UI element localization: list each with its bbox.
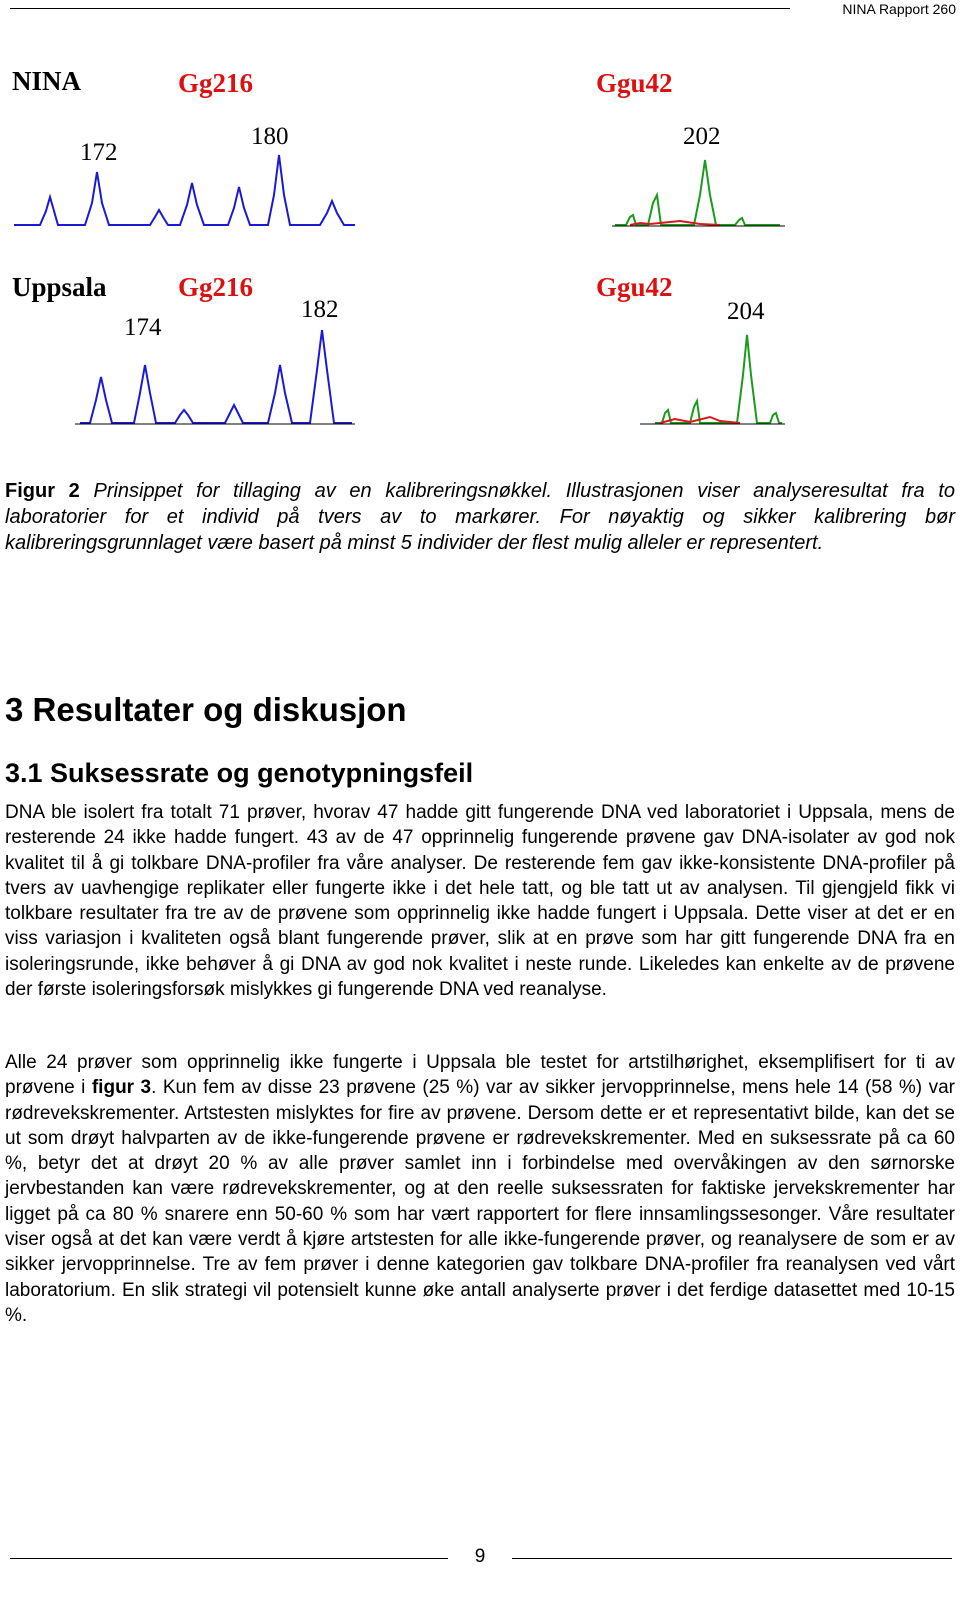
paragraph-text: . Kun fem av disse 23 prøvene (25 %) var av sikker jervopprinnelse, mens hele 14 (58 %) var rødrevekskrementer. Artstesten mislyktes for fire av prøvene. Dersom dette er et representativt bilde, kan det se ut som drøyt halvparten av de ikke-fungerende prøvene er rødrevekskrementer. Med en suksessrate på ca 60 %, betyr det at drøyt 20 % av alle prøver samlet inn i forbindelse med overvåkingen av den sørnorske jervbestanden kan være rødrevekskrementer, og at den reelle suksessraten for faktiske jervekskrementer har ligget på ca 80 % snarere enn 50-60 % som har vært rapportert for flere innsamlingssesonger. Våre resultater viser også at det kan være verdt å kjøre artstesten for alle ikke-fungerende prøver, og reanalysere de som er av sikker jervopprinnelse. Tre av fem prøver i denne kategorien gav tolkbare DNA-profiler fra reanalysen ved vårt laboratorium. En slik strategi vil potensielt kunne øke antall analyserte prøver i det ferdige datasettet med 10-15 %.: [5, 1077, 955, 1326]
uppsala-gg216-trace: [75, 330, 355, 424]
lab-label-nina: NINA: [12, 66, 82, 96]
calibration-figure: [0, 55, 960, 455]
allele-label: 182: [301, 296, 339, 323]
allele-label: 202: [683, 123, 721, 150]
header-rule: [10, 8, 790, 9]
caption-label: Figur 2: [5, 480, 80, 502]
footer-rule: [512, 1558, 952, 1559]
figure-caption: [5, 478, 955, 556]
figure-reference: figur 3: [91, 1077, 152, 1099]
marker-label-ggu42: Ggu42: [596, 272, 673, 302]
allele-label: 172: [80, 139, 118, 166]
paragraph-text: Alle 24 prøver som opprinnelig ikke fungerte i Uppsala ble testet for artstilhørighet, eksemplifisert for ti av prøvene i: [5, 1052, 955, 1099]
caption-text: Prinsippet for tillaging av en kalibreringsnøkkel. Illustrasjonen viser analyseresultat fra to laboratorier for et individ på tvers av to markører. For nøyaktig og sikker kalibrering bør kalibreringsgrunnlaget være basert på minst 5 individer der flest mulig alleler er representert.: [5, 480, 956, 554]
body-paragraph: DNA ble isolert fra totalt 71 prøver, hvorav 47 hadde gitt fungerende DNA ved laboratoriet i Uppsala, mens de resterende 24 ikke hadde fungert. 43 av de 47 opprinnelig fungerende prøvene gav DNA-isolater av god nok kvalitet til å gi tolkbare DNA-profiler fra våre analyser. De resterende fem gav ikke-konsistente DNA-profiler på tvers av uavhengige replikater eller fungerte ikke i det hele tatt, og ble tatt ut av analysen. Til gjengjeld fikk vi tolkbare resultater fra tre av de prøvene som opprinnelig ikke hadde fungert i Uppsala. Dette viser at det er en viss variasjon i kvaliteten også blant fungerende prøver, slik at en prøve som har gitt fungerende DNA fra en isoleringsrunde, ikke behøver å gi DNA av god nok kvalitet i neste runde. Likeledes kan enkelte av de prøvene der første isoleringsforsøk mislykkes gi fungerende DNA ved reanalyse.: [5, 802, 955, 1001]
subsection-heading: 3.1 Suksessrate og genotypningsfeil: [5, 758, 474, 788]
body-paragraph: [5, 1050, 955, 1328]
uppsala-ggu42-trace: [640, 335, 785, 424]
page-number: 9: [474, 1546, 486, 1567]
marker-label-gg216: Gg216: [178, 272, 254, 302]
marker-label-gg216: Gg216: [178, 68, 254, 98]
nina-gg216-trace: [14, 155, 355, 225]
marker-label-ggu42: Ggu42: [596, 68, 673, 98]
section-heading: 3 Resultater og diskusjon: [5, 691, 407, 728]
report-header: NINA Rapport 260: [842, 1, 956, 17]
lab-label-uppsala: Uppsala: [12, 272, 107, 302]
electropherogram-traces: [0, 55, 960, 455]
allele-label: 174: [124, 314, 162, 341]
footer-rule: [10, 1558, 448, 1559]
allele-label: 180: [251, 123, 289, 150]
nina-ggu42-trace: [612, 160, 785, 226]
allele-label: 204: [727, 298, 765, 325]
